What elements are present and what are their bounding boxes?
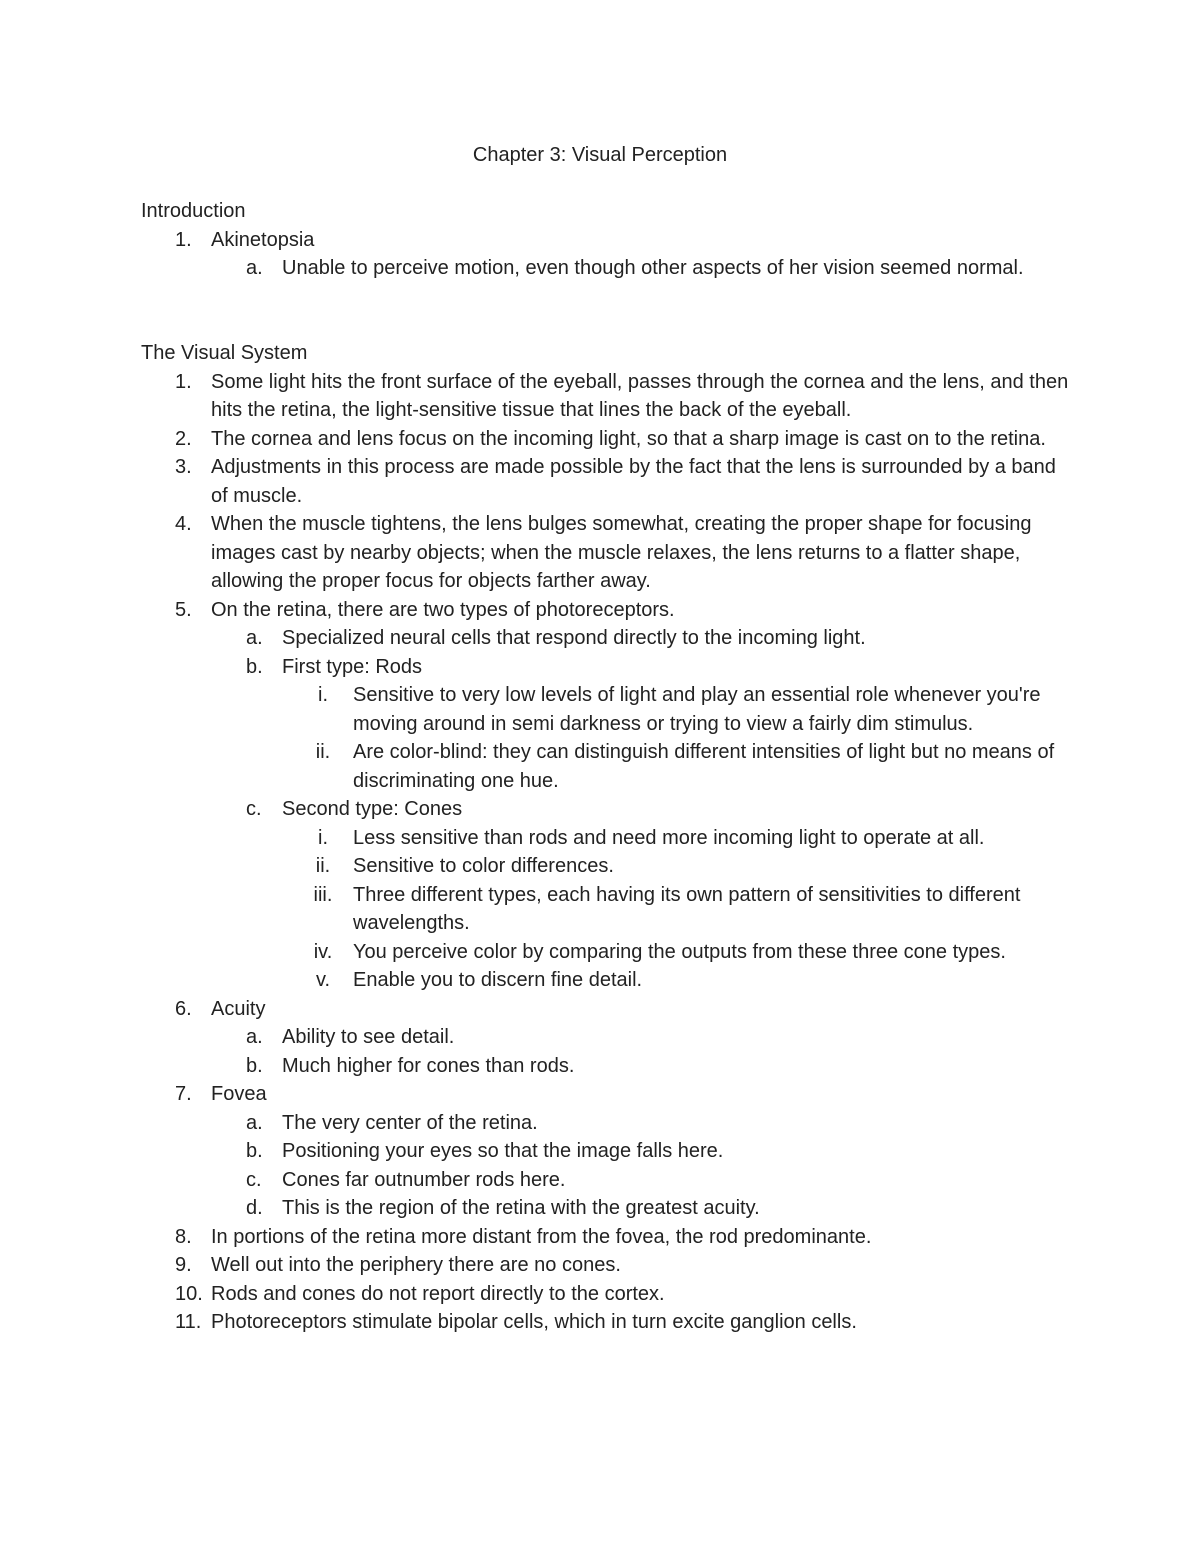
list-item-text: The cornea and lens focus on the incoming light, so that a sharp image is cast on to the retina. bbox=[211, 427, 1046, 450]
list-item bbox=[175, 510, 1071, 596]
list-item-text: Are color-blind: they can distinguish different intensities of light but no means of discriminating one hue. bbox=[353, 741, 1055, 792]
list-item bbox=[175, 1280, 1071, 1309]
list-item bbox=[175, 596, 1071, 625]
list-marker: c. bbox=[246, 1168, 262, 1191]
list-item-text: Three different types, each having its own pattern of sensitivities to different wavelengths. bbox=[353, 883, 1021, 934]
list-marker: 3. bbox=[175, 456, 192, 478]
list-item-text: Second type: Cones bbox=[282, 798, 463, 820]
list-item bbox=[175, 1251, 1071, 1280]
list-item bbox=[315, 738, 1071, 795]
list-item bbox=[175, 1080, 1071, 1109]
list-item-text: Unable to perceive motion, even though other aspects of her vision seemed normal. bbox=[282, 257, 1024, 279]
list-item bbox=[246, 1137, 1071, 1166]
list-item bbox=[246, 1109, 1071, 1138]
section-heading: The Visual System bbox=[141, 342, 308, 364]
list-marker: 9. bbox=[175, 1254, 192, 1276]
list-item bbox=[313, 938, 1071, 967]
list-item-text: On the retina, there are two types of photoreceptors. bbox=[211, 598, 675, 621]
list-item-text: Rods and cones do not report directly to the cortex. bbox=[211, 1282, 665, 1305]
list-item bbox=[175, 226, 1071, 255]
list-marker: iii. bbox=[313, 883, 333, 906]
list-item-text: Photoreceptors stimulate bipolar cells, which in turn excite ganglion cells. bbox=[211, 1311, 857, 1333]
list-marker: i. bbox=[318, 826, 328, 849]
list-item bbox=[175, 453, 1071, 510]
list-marker: a. bbox=[246, 627, 263, 649]
section-introduction bbox=[141, 197, 1071, 283]
list-item-text: Enable you to discern fine detail. bbox=[353, 969, 643, 991]
list-marker: b. bbox=[246, 1140, 263, 1162]
list-item bbox=[246, 795, 1071, 824]
list-marker: 1. bbox=[175, 370, 192, 393]
list-item bbox=[246, 653, 1071, 682]
list-item-text: Well out into the periphery there are no cones. bbox=[211, 1254, 621, 1276]
list-item-text: Much higher for cones than rods. bbox=[282, 1054, 575, 1077]
list-marker: ii. bbox=[315, 741, 331, 763]
list-marker: 11. bbox=[175, 1311, 202, 1333]
list-item-text: Positioning your eyes so that the image falls here. bbox=[282, 1140, 724, 1162]
list-item bbox=[246, 1194, 1071, 1223]
list-marker: 7. bbox=[175, 1083, 192, 1105]
list-item-text: Some light hits the front surface of the eyeball, passes through the cornea and the lens, and then hits the retina, the light-sensitive tissue that lines the back of the eyeball. bbox=[211, 370, 1069, 421]
section-heading: Introduction bbox=[141, 200, 246, 222]
list-marker: b. bbox=[246, 655, 263, 678]
list-marker: 10. bbox=[175, 1282, 203, 1305]
list-item-text: Fovea bbox=[211, 1083, 267, 1105]
list-item-text: Adjustments in this process are made possible by the fact that the lens is surrounded by a band of muscle. bbox=[211, 456, 1056, 507]
list-item-text: Sensitive to very low levels of light and play an essential role whenever you're moving around in semi darkness or trying to view a fairly dim stimulus. bbox=[353, 684, 1041, 735]
list-item-text: Cones far outnumber rods here. bbox=[282, 1168, 566, 1191]
list-item bbox=[175, 368, 1071, 425]
list-item-text: Acuity bbox=[211, 997, 266, 1020]
list-marker: c. bbox=[246, 798, 262, 820]
list-item-text: Akinetopsia bbox=[211, 228, 315, 251]
list-item bbox=[318, 824, 1071, 853]
page-title: Chapter 3: Visual Perception bbox=[472, 144, 728, 166]
list-item-text: Sensitive to color differences. bbox=[353, 855, 614, 877]
list-item-text: First type: Rods bbox=[282, 655, 423, 678]
list-marker: d. bbox=[246, 1197, 263, 1219]
list-item bbox=[318, 681, 1071, 738]
list-marker: iv. bbox=[313, 940, 333, 963]
list-item bbox=[313, 881, 1071, 938]
list-item-text: You perceive color by comparing the outputs from these three cone types. bbox=[353, 940, 1006, 963]
list-item bbox=[246, 254, 1071, 283]
list-item bbox=[315, 966, 1071, 995]
list-marker: b. bbox=[246, 1054, 263, 1077]
list-marker: ii. bbox=[315, 855, 331, 877]
list-item-text: Ability to see detail. bbox=[282, 1026, 455, 1048]
list-marker: 5. bbox=[175, 598, 192, 621]
list-marker: 4. bbox=[175, 513, 192, 535]
list-item bbox=[246, 624, 1071, 653]
section-visual-system bbox=[141, 339, 1071, 1337]
list-item-text: When the muscle tightens, the lens bulges somewhat, creating the proper shape for focusing images cast by nearby objects; when the muscle relaxes, the lens returns to a flatter shape, allowing the proper focus for objects farther away. bbox=[211, 513, 1032, 592]
list-marker: 1. bbox=[175, 228, 192, 251]
list-marker: a. bbox=[246, 257, 263, 279]
list-marker: v. bbox=[315, 969, 331, 991]
list-item bbox=[175, 1223, 1071, 1252]
list-marker: a. bbox=[246, 1026, 263, 1048]
list-item bbox=[175, 425, 1071, 454]
list-item bbox=[175, 1308, 1071, 1337]
list-marker: i. bbox=[318, 684, 328, 706]
list-marker: 2. bbox=[175, 427, 192, 450]
list-marker: a. bbox=[246, 1111, 263, 1134]
list-item bbox=[246, 1023, 1071, 1052]
list-item-text: Less sensitive than rods and need more incoming light to operate at all. bbox=[353, 826, 985, 849]
list-item bbox=[246, 1166, 1071, 1195]
list-item-text: In portions of the retina more distant from the fovea, the rod predominante. bbox=[211, 1225, 872, 1248]
list-item bbox=[246, 1052, 1071, 1081]
list-item bbox=[315, 852, 1071, 881]
list-marker: 6. bbox=[175, 997, 192, 1020]
list-item bbox=[175, 995, 1071, 1024]
list-item-text: Specialized neural cells that respond directly to the incoming light. bbox=[282, 627, 866, 649]
list-item-text: This is the region of the retina with the greatest acuity. bbox=[282, 1197, 760, 1219]
list-item-text: The very center of the retina. bbox=[282, 1111, 538, 1134]
list-marker: 8. bbox=[175, 1225, 192, 1248]
